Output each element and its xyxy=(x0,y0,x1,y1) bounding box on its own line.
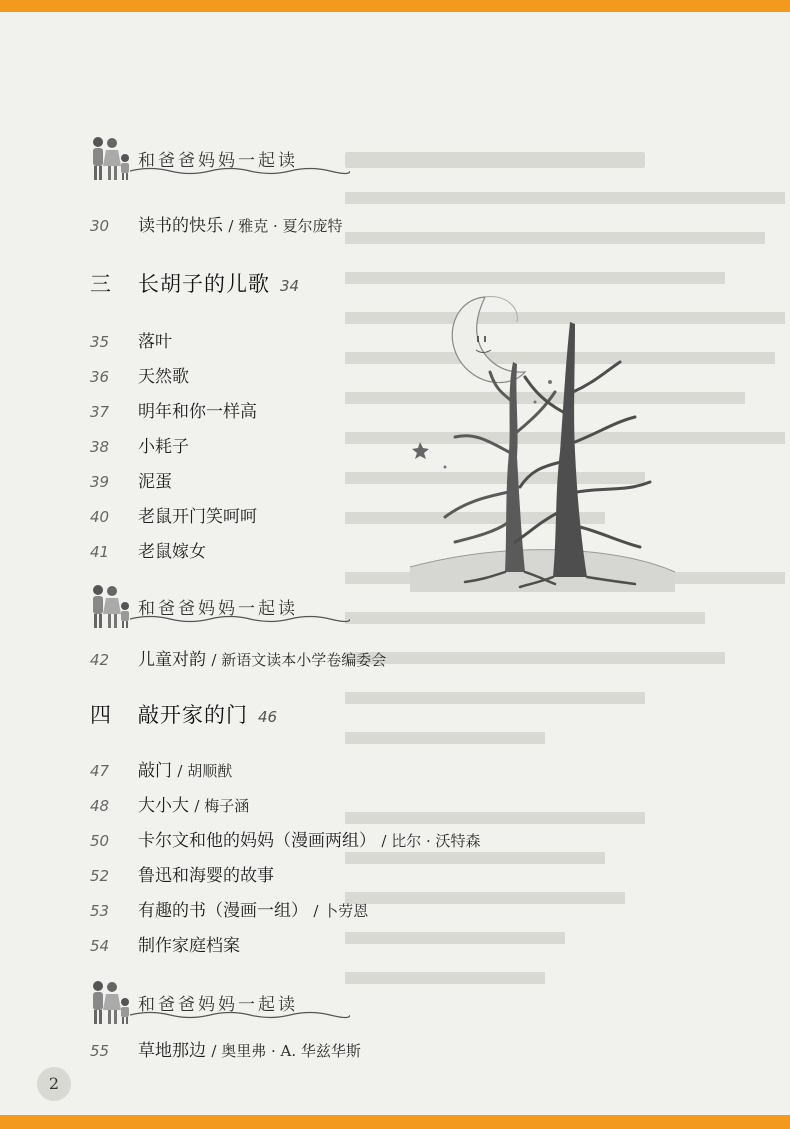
toc-entry[interactable] xyxy=(90,863,274,889)
toc-page xyxy=(0,12,790,1115)
entry-title: 老鼠嫁女 xyxy=(138,542,206,562)
entry-page: 30 xyxy=(90,217,110,235)
entry-page: 37 xyxy=(90,403,110,421)
entry-page: 50 xyxy=(90,832,110,850)
entry-title: 草地那边 xyxy=(138,1041,206,1061)
toc-entry[interactable] xyxy=(90,647,386,673)
entry-page: 36 xyxy=(90,368,110,386)
toc-entry[interactable] xyxy=(90,793,249,819)
entry-title: 鲁迅和海婴的故事 xyxy=(138,866,274,886)
entry-author: / 梅子涵 xyxy=(194,797,250,815)
toc-entry[interactable] xyxy=(90,1038,361,1064)
entry-title: 卡尔文和他的妈妈（漫画两组） xyxy=(138,831,376,851)
toc-entry[interactable] xyxy=(90,469,172,495)
entry-author: / 胡顺猷 xyxy=(177,762,233,780)
section-page: 46 xyxy=(258,708,278,726)
section-heading[interactable] xyxy=(90,699,277,731)
wavy-underline xyxy=(130,1010,350,1020)
entry-author: / 新语文读本小学卷编委会 xyxy=(211,651,387,669)
entry-page: 52 xyxy=(90,867,110,885)
family-reading-label: 和爸爸妈妈一起读 xyxy=(138,599,298,619)
entry-title: 读书的快乐 xyxy=(138,216,223,236)
entry-author: / 卜劳恩 xyxy=(313,902,369,920)
toc-entry[interactable] xyxy=(90,329,172,355)
entry-page: 35 xyxy=(90,333,110,351)
entry-page: 38 xyxy=(90,438,110,456)
family-reading-label: 和爸爸妈妈一起读 xyxy=(138,151,298,171)
entry-title: 儿童对韵 xyxy=(138,650,206,670)
entry-title: 大小大 xyxy=(138,796,189,816)
section-title: 敲开家的门 xyxy=(138,703,248,727)
section-number: 四 xyxy=(90,703,111,727)
moon-and-trees-illustration xyxy=(405,292,680,592)
section-title: 长胡子的儿歌 xyxy=(138,272,270,296)
toc-entry[interactable] xyxy=(90,399,257,425)
family-reading-header xyxy=(86,584,326,630)
entry-author: / 比尔 · 沃特森 xyxy=(381,832,481,850)
entry-title: 天然歌 xyxy=(138,367,189,387)
entry-author: / 奥里弗 · A. 华兹华斯 xyxy=(211,1042,361,1060)
entry-page: 53 xyxy=(90,902,110,920)
toc-entry[interactable] xyxy=(90,504,257,530)
section-heading[interactable] xyxy=(90,268,299,300)
entry-title: 落叶 xyxy=(138,332,172,352)
family-reading-label: 和爸爸妈妈一起读 xyxy=(138,995,298,1015)
toc-entry[interactable] xyxy=(90,539,206,565)
entry-page: 39 xyxy=(90,473,110,491)
wavy-underline xyxy=(130,166,350,176)
toc-entry[interactable] xyxy=(90,828,481,854)
bottom-border xyxy=(0,1115,790,1129)
entry-title: 明年和你一样高 xyxy=(138,402,257,422)
page-number: 2 xyxy=(37,1067,71,1101)
bleed-through-text xyxy=(345,152,790,1052)
toc-entry[interactable] xyxy=(90,933,240,959)
entry-page: 55 xyxy=(90,1042,110,1060)
entry-title: 小耗子 xyxy=(138,437,189,457)
entry-title: 泥蛋 xyxy=(138,472,172,492)
family-icon xyxy=(86,136,136,182)
entry-title: 制作家庭档案 xyxy=(138,936,240,956)
family-icon xyxy=(86,584,136,630)
section-page: 34 xyxy=(280,277,300,295)
entry-title: 敲门 xyxy=(138,761,172,781)
entry-page: 41 xyxy=(90,543,110,561)
entry-page: 54 xyxy=(90,937,110,955)
entry-page: 40 xyxy=(90,508,110,526)
wavy-underline xyxy=(130,614,350,624)
toc-entry[interactable] xyxy=(90,898,368,924)
entry-author: / 雅克 · 夏尔庞特 xyxy=(228,217,343,235)
entry-title: 有趣的书（漫画一组） xyxy=(138,901,308,921)
toc-entry[interactable] xyxy=(90,434,189,460)
family-icon xyxy=(86,980,136,1026)
toc-entry[interactable] xyxy=(90,758,232,784)
entry-page: 47 xyxy=(90,762,110,780)
family-reading-header xyxy=(86,136,326,182)
entry-title: 老鼠开门笑呵呵 xyxy=(138,507,257,527)
toc-entry[interactable] xyxy=(90,364,189,390)
entry-page: 42 xyxy=(90,651,110,669)
toc-entry[interactable] xyxy=(90,213,343,239)
family-reading-header xyxy=(86,980,326,1026)
section-number: 三 xyxy=(90,272,111,296)
top-border xyxy=(0,0,790,12)
entry-page: 48 xyxy=(90,797,110,815)
